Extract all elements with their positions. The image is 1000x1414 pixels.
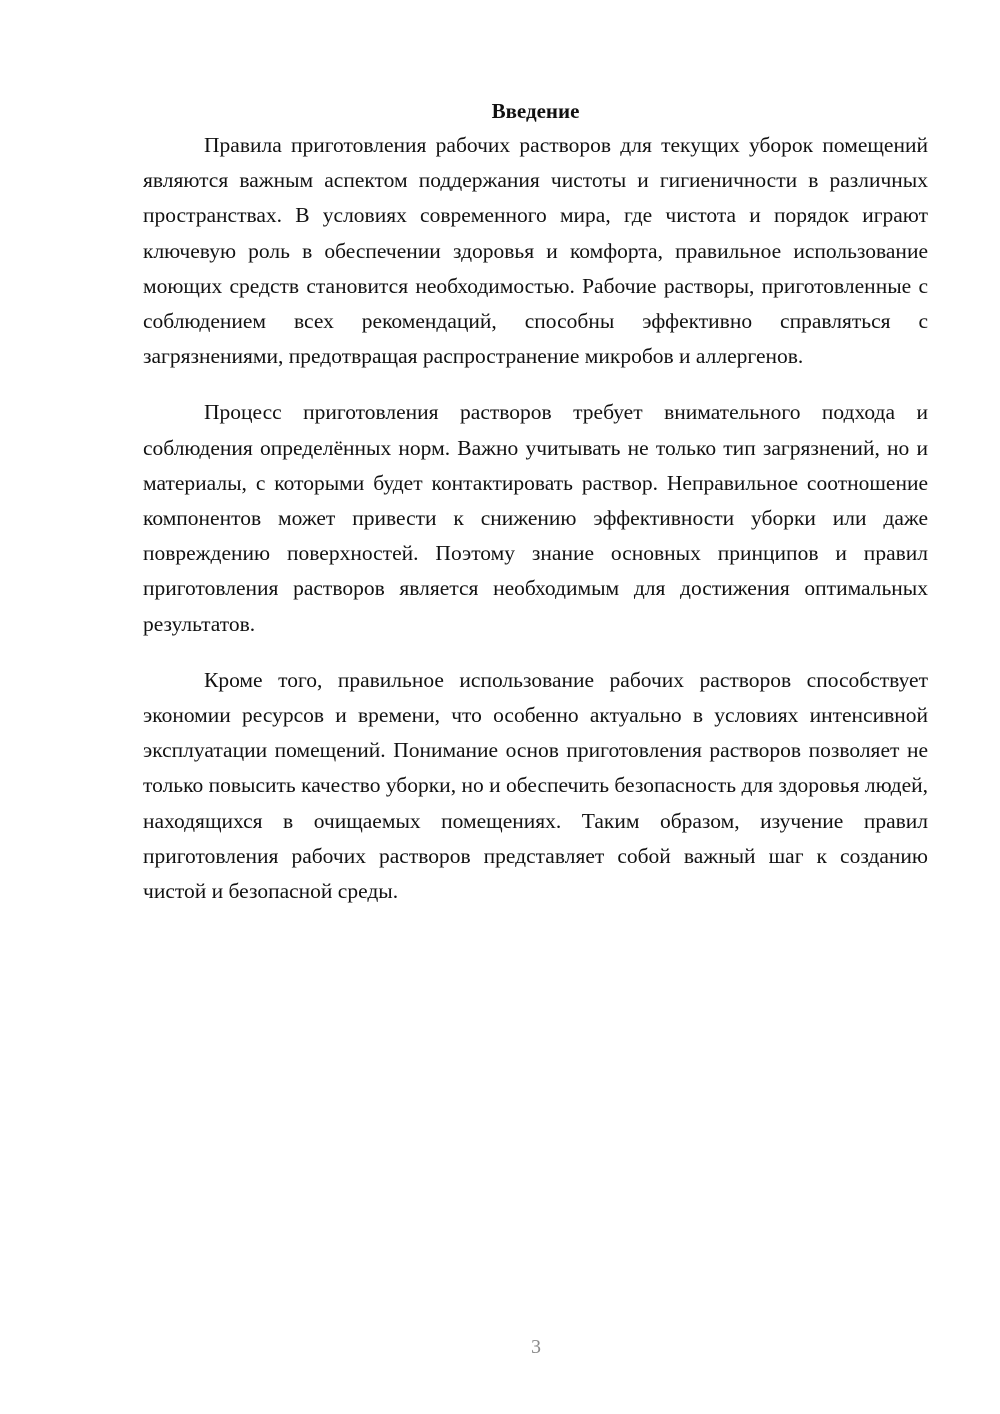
paragraph-2: Процесс приготовления растворов требует внимательного подхода и соблюдения определённых норм. Важно учитывать не только тип загрязнений, но и материалы, с которыми будет контактировать раствор. Неправильное соотношение компонентов может привести к снижению эффективности уборки или даже повреждению поверхностей. Поэтому знание основных принципов и правил приготовления растворов является необходимым для достижения оптимальных результатов. (143, 400, 928, 636)
section-heading: Введение (491, 99, 580, 123)
paragraph-1: Правила приготовления рабочих растворов для текущих уборок помещений являются важным аспектом поддержания чистоты и гигиеничности в различных пространствах. В условиях современного мира, где чистота и порядок играют ключевую роль в обеспечении здоровья и комфорта, правильное использование моющих средств становится необходимостью. Рабочие растворы, приготовленные с соблюдением всех рекомендаций, способны эффективно справляться с загрязнениями, предотвращая распространение микробов и аллергенов. (143, 133, 928, 369)
page-number: 3 (531, 1336, 541, 1358)
paragraph-3: Кроме того, правильное использование рабочих растворов способствует экономии ресурсов и времени, что особенно актуально в условиях интенсивной эксплуатации помещений. Понимание основ приготовления растворов позволяет не только повысить качество уборки, но и обеспечить безопасность для здоровья людей, находящихся в очищаемых помещениях. Таким образом, изучение правил приготовления рабочих растворов представляет собой важный шаг к созданию чистой и безопасной среды. (143, 667, 928, 904)
page-content (143, 95, 928, 930)
